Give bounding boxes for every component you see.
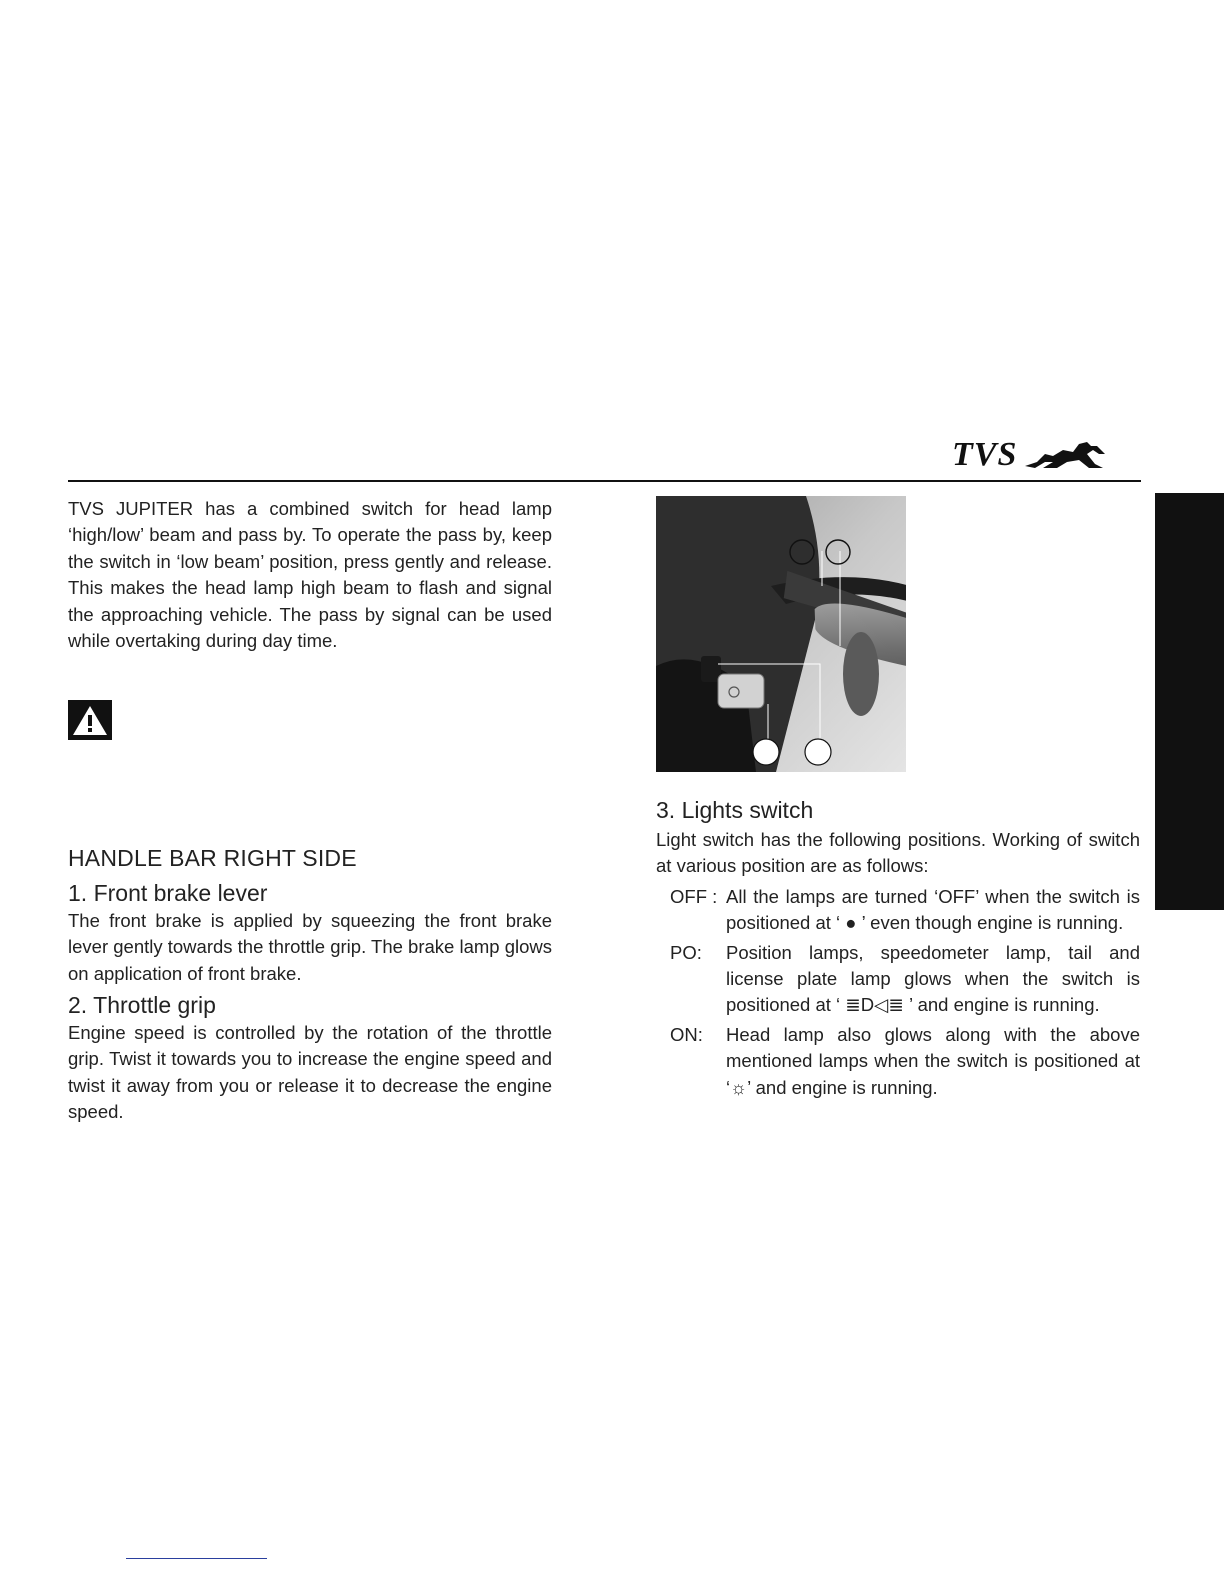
- brand-logo: [952, 436, 1107, 474]
- position-key-on: ON:: [670, 1023, 703, 1045]
- throttle-text: Engine speed is controlled by the rotation of the throttle grip. Twist it towards you to increase the engine speed and twist it away from you or release it to decrease the engine speed.: [68, 1022, 552, 1123]
- handlebar-photo: [656, 496, 906, 772]
- front-brake-block: [68, 878, 552, 987]
- warning-icon: [68, 700, 112, 740]
- lights-switch-block: [656, 795, 1140, 1101]
- footer-link-underline[interactable]: [126, 1558, 267, 1559]
- lights-position-list: [656, 884, 1140, 1101]
- header-rule: [68, 480, 1141, 482]
- front-brake-title: 1. Front brake lever: [68, 880, 268, 906]
- side-tab: [1155, 493, 1224, 910]
- position-desc-off: All the lamps are turned ‘OFF’ when the switch is positioned at ‘ ● ’ even though engine is running.: [726, 885, 1140, 934]
- position-off-row: [656, 884, 1140, 937]
- lights-switch-intro: Light switch has the following positions. Working of switch at various position are as follows:: [656, 829, 1140, 877]
- position-desc-on: Head lamp also glows along with the above mentioned lamps when the switch is positioned at ‘☼’ and engine is running.: [726, 1023, 1140, 1098]
- front-brake-text: The front brake is applied by squeezing the front brake lever gently towards the throttle grip. The brake lamp glows on application of front brake.: [68, 910, 552, 984]
- position-on-row: [656, 1022, 1140, 1101]
- throttle-block: [68, 990, 552, 1126]
- lights-switch-title: 3. Lights switch: [656, 797, 814, 823]
- intro-block: [68, 496, 552, 654]
- horse-icon: [1023, 440, 1107, 470]
- throttle-title: 2. Throttle grip: [68, 992, 216, 1018]
- section-heading: HANDLE BAR RIGHT SIDE: [68, 845, 357, 871]
- position-desc-po: Position lamps, speedometer lamp, tail and license plate lamp glows when the switch is positioned at ‘ ≣D◁≣ ’ and engine is running.: [726, 941, 1140, 1016]
- position-po-row: [656, 940, 1140, 1019]
- brand-name: TVS: [952, 436, 1018, 473]
- position-key-po: PO:: [670, 941, 702, 963]
- position-key-off: OFF :: [670, 885, 718, 907]
- intro-paragraph: TVS JUPITER has a combined switch for head lamp ‘high/low’ beam and pass by. To operate the pass by, keep the switch in ‘low beam’ position, press gently and release. This makes the head lamp high beam to flash and signal the approaching vehicle. The pass by signal can be used while overtaking during day time.: [68, 498, 552, 652]
